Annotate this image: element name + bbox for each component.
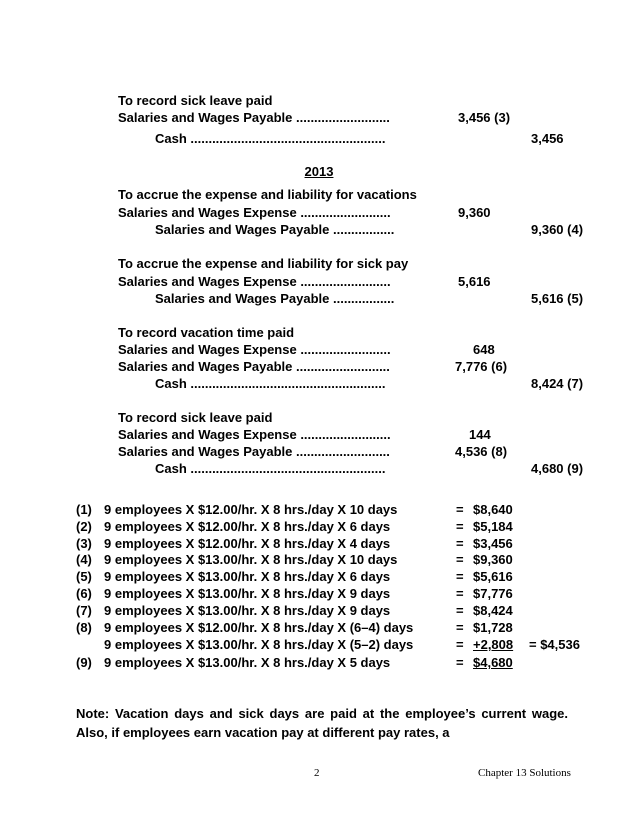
calc-equals: =	[456, 586, 464, 601]
entry-text: Salaries and Wages Payable .................	[155, 222, 395, 237]
entry-text: To record sick leave paid	[118, 410, 273, 425]
calc-equals: =	[456, 536, 464, 551]
entry-text: Salaries and Wages Expense .........................	[118, 427, 391, 442]
year-heading: 2013	[304, 164, 334, 179]
entry-text: Salaries and Wages Expense .........................	[118, 342, 391, 357]
calc-number: (3)	[76, 536, 92, 551]
debit-amount: 7,776 (6)	[455, 359, 508, 374]
debit-amount: 648	[473, 342, 495, 357]
calc-result: $8,640	[473, 502, 513, 517]
calc-number: (6)	[76, 586, 92, 601]
calc-equals: =	[456, 502, 464, 517]
calc-formula: 9 employees X $12.00/hr. X 8 hrs./day X (6–4) days	[104, 620, 414, 635]
chapter-label: Chapter 13 Solutions	[478, 767, 571, 779]
entry-text: To record sick leave paid	[118, 93, 273, 108]
calc-result: $8,424	[473, 603, 513, 618]
calc-equals: =	[456, 655, 464, 670]
calc-total: = $4,536	[529, 637, 580, 652]
entry-text: To accrue the expense and liability for vacations	[118, 187, 417, 202]
calc-number: (5)	[76, 569, 92, 584]
calc-formula: 9 employees X $13.00/hr. X 8 hrs./day X 5 days	[104, 655, 391, 670]
calc-equals: =	[456, 569, 464, 584]
calc-number: (1)	[76, 502, 92, 517]
entry-text: To accrue the expense and liability for sick pay	[118, 256, 409, 271]
calc-equals: =	[456, 552, 464, 567]
calc-formula: 9 employees X $13.00/hr. X 8 hrs./day X 9 days	[104, 586, 391, 601]
calc-equals: =	[456, 519, 464, 534]
calc-formula: 9 employees X $13.00/hr. X 8 hrs./day X 6 days	[104, 569, 391, 584]
credit-amount: 9,360 (4)	[531, 222, 584, 237]
credit-amount: 4,680 (9)	[531, 461, 584, 476]
calc-result: $5,184	[473, 519, 513, 534]
calc-formula: 9 employees X $12.00/hr. X 8 hrs./day X 4 days	[104, 536, 391, 551]
calc-result: $7,776	[473, 586, 513, 601]
calc-number: (8)	[76, 620, 92, 635]
credit-amount: 3,456	[531, 131, 564, 146]
calc-result: +2,808	[473, 637, 514, 652]
calc-result: $9,360	[473, 552, 513, 567]
entry-text: Salaries and Wages Payable ..........................	[118, 444, 390, 459]
calc-formula: 9 employees X $13.00/hr. X 8 hrs./day X 9 days	[104, 603, 391, 618]
debit-amount: 4,536 (8)	[455, 444, 508, 459]
entry-text: Salaries and Wages Payable ..........................	[118, 110, 390, 125]
calc-number: (4)	[76, 552, 92, 567]
credit-amount: 5,616 (5)	[531, 291, 584, 306]
debit-amount: 9,360	[458, 205, 491, 220]
calc-formula: 9 employees X $12.00/hr. X 8 hrs./day X 6 days	[104, 519, 391, 534]
calc-formula: 9 employees X $13.00/hr. X 8 hrs./day X 10 days	[104, 552, 398, 567]
note-paragraph: Note: Vacation days and sick days are paid at the employee’s current wage. Also, if employees earn vacation pay at different pay rates, a	[76, 706, 568, 740]
entry-text: Cash ......................................................	[155, 131, 386, 146]
calc-equals: =	[456, 637, 464, 652]
entry-text: Salaries and Wages Payable ..........................	[118, 359, 390, 374]
entry-text: To record vacation time paid	[118, 325, 295, 340]
page-number: 2	[314, 767, 320, 779]
calc-result: $5,616	[473, 569, 513, 584]
debit-amount: 144	[469, 427, 491, 442]
debit-amount: 3,456 (3)	[458, 110, 511, 125]
calc-formula: 9 employees X $13.00/hr. X 8 hrs./day X (5–2) days	[104, 637, 414, 652]
entry-text: Salaries and Wages Payable .................	[155, 291, 395, 306]
entry-text: Salaries and Wages Expense .........................	[118, 205, 391, 220]
calc-equals: =	[456, 603, 464, 618]
debit-amount: 5,616	[458, 274, 491, 289]
calc-number: (7)	[76, 603, 92, 618]
credit-amount: 8,424 (7)	[531, 376, 584, 391]
calc-formula: 9 employees X $12.00/hr. X 8 hrs./day X 10 days	[104, 502, 398, 517]
entry-text: Salaries and Wages Expense .........................	[118, 274, 391, 289]
calc-equals: =	[456, 620, 464, 635]
calc-result: $4,680	[473, 655, 513, 670]
entry-text: Cash ......................................................	[155, 461, 386, 476]
calc-result: $1,728	[473, 620, 513, 635]
calc-result: $3,456	[473, 536, 513, 551]
entry-text: Cash ......................................................	[155, 376, 386, 391]
calc-number: (2)	[76, 519, 92, 534]
calc-number: (9)	[76, 655, 92, 670]
